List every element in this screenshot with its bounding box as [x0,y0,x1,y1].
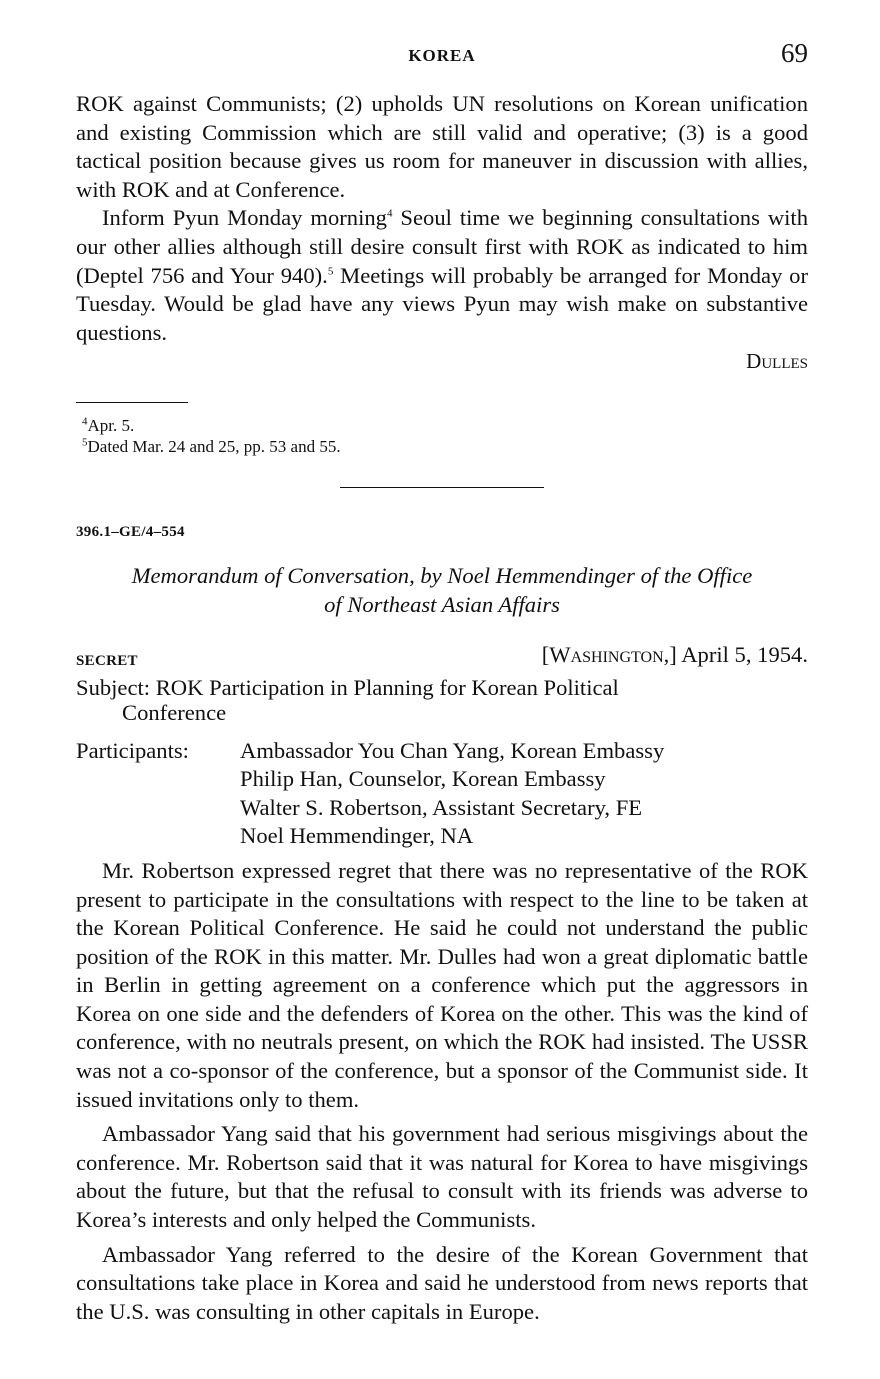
place: [Washington,] [541,641,677,667]
page-number: 69 [781,38,808,68]
subject-label: Subject: [76,674,151,700]
file-number: 396.1–GE/4–554 [76,523,185,540]
memo-paragraph: Mr. Robertson expressed regret that there was no representative of the ROK present to participate in the consultations with respect to the line to be taken at the Korean Political Conference. He said he could not understand the public position of the ROK in this matter. Mr. Dulles had won a great diplomatic battle in Berlin in getting agreement on a conference which put the aggressors in Korea on one side and the defenders of Korea on the other. This was the kind of conference, with no neutrals present, on which the ROK had insisted. The USSR was not a co-sponsor of the conference, but a sponsor of the Communist side. It issued invitations only to them. [76,857,808,1112]
telegram-text-b: Seoul time we beginning consultations with our other allies although still desire consult first with ROK as indicated to him (Deptel 756 and Your 940). [76,205,808,288]
subject-text: ROK Participation in Planning for Korean Political [155,674,619,700]
title-line: of Northeast Asian Affairs [324,591,560,617]
participants [76,737,808,851]
participant-list [240,737,664,851]
dateline [76,641,808,671]
footnote-rule [76,402,188,403]
footnote [82,436,808,457]
section-separator [340,487,544,488]
participant: Noel Hemmendinger, NA [240,823,474,849]
classification-marking: SECRET [76,652,138,669]
subject-continuation: Conference [122,699,227,725]
participants-label: Participants: [76,737,189,763]
participant: Philip Han, Counselor, Korean Embassy [240,766,606,792]
footnote-ref-4: 4 [386,207,393,220]
telegram-text-c: Meetings will probably be arranged for Monday or Tuesday. Would be glad have any views Pyun may wish make on substantive questions. [76,262,808,345]
telegram-text-a: Inform Pyun Monday morning [102,205,387,231]
footnote [82,415,808,436]
running-title: KOREA [408,46,476,65]
place-and-date [542,641,808,670]
memo-paragraph: Ambassador Yang said that his government had serious misgivings about the conference. Mr. Robertson said that it was natural for Korea to have misgivings about the future, but that the refusal to consult with its friends was adverse to Korea’s interests and only helped the Communists. [76,1121,808,1233]
participant: Ambassador You Chan Yang, Korean Embassy [240,737,665,763]
title-line: Memorandum of Conversation, by Noel Hemmendinger of the Office [131,562,753,588]
date: April 5, 1954. [681,641,808,667]
footnote-text: Dated Mar. 24 and 25, pp. 53 and 55. [87,436,341,456]
telegram-paragraph [76,204,808,347]
continued-paragraph: ROK against Communists; (2) upholds UN resolutions on Korean unification and existing Commission which are still valid and operative; (3) is a good tactical position because gives us room for maneuver in discussion with allies, with ROK and at Conference. [76,91,808,202]
subject-line [76,675,808,700]
document-title [76,561,808,619]
running-head [76,38,808,72]
footnote-ref-5: 5 [327,265,334,278]
footnote-mark: 4 [82,415,88,428]
signature: Dulles [746,349,808,374]
footnote-mark: 5 [82,436,88,449]
footnotes [76,415,808,457]
subject [76,675,808,725]
page-body [76,90,808,1326]
participant: Walter S. Robertson, Assistant Secretary, FE [240,794,643,820]
footnote-text: Apr. 5. [87,415,135,435]
memo-paragraph: Ambassador Yang referred to the desire of the Korean Government that consultations take place in Korea and said he understood from news reports that the U.S. was consulting in other capitals in Europe. [76,1241,808,1324]
